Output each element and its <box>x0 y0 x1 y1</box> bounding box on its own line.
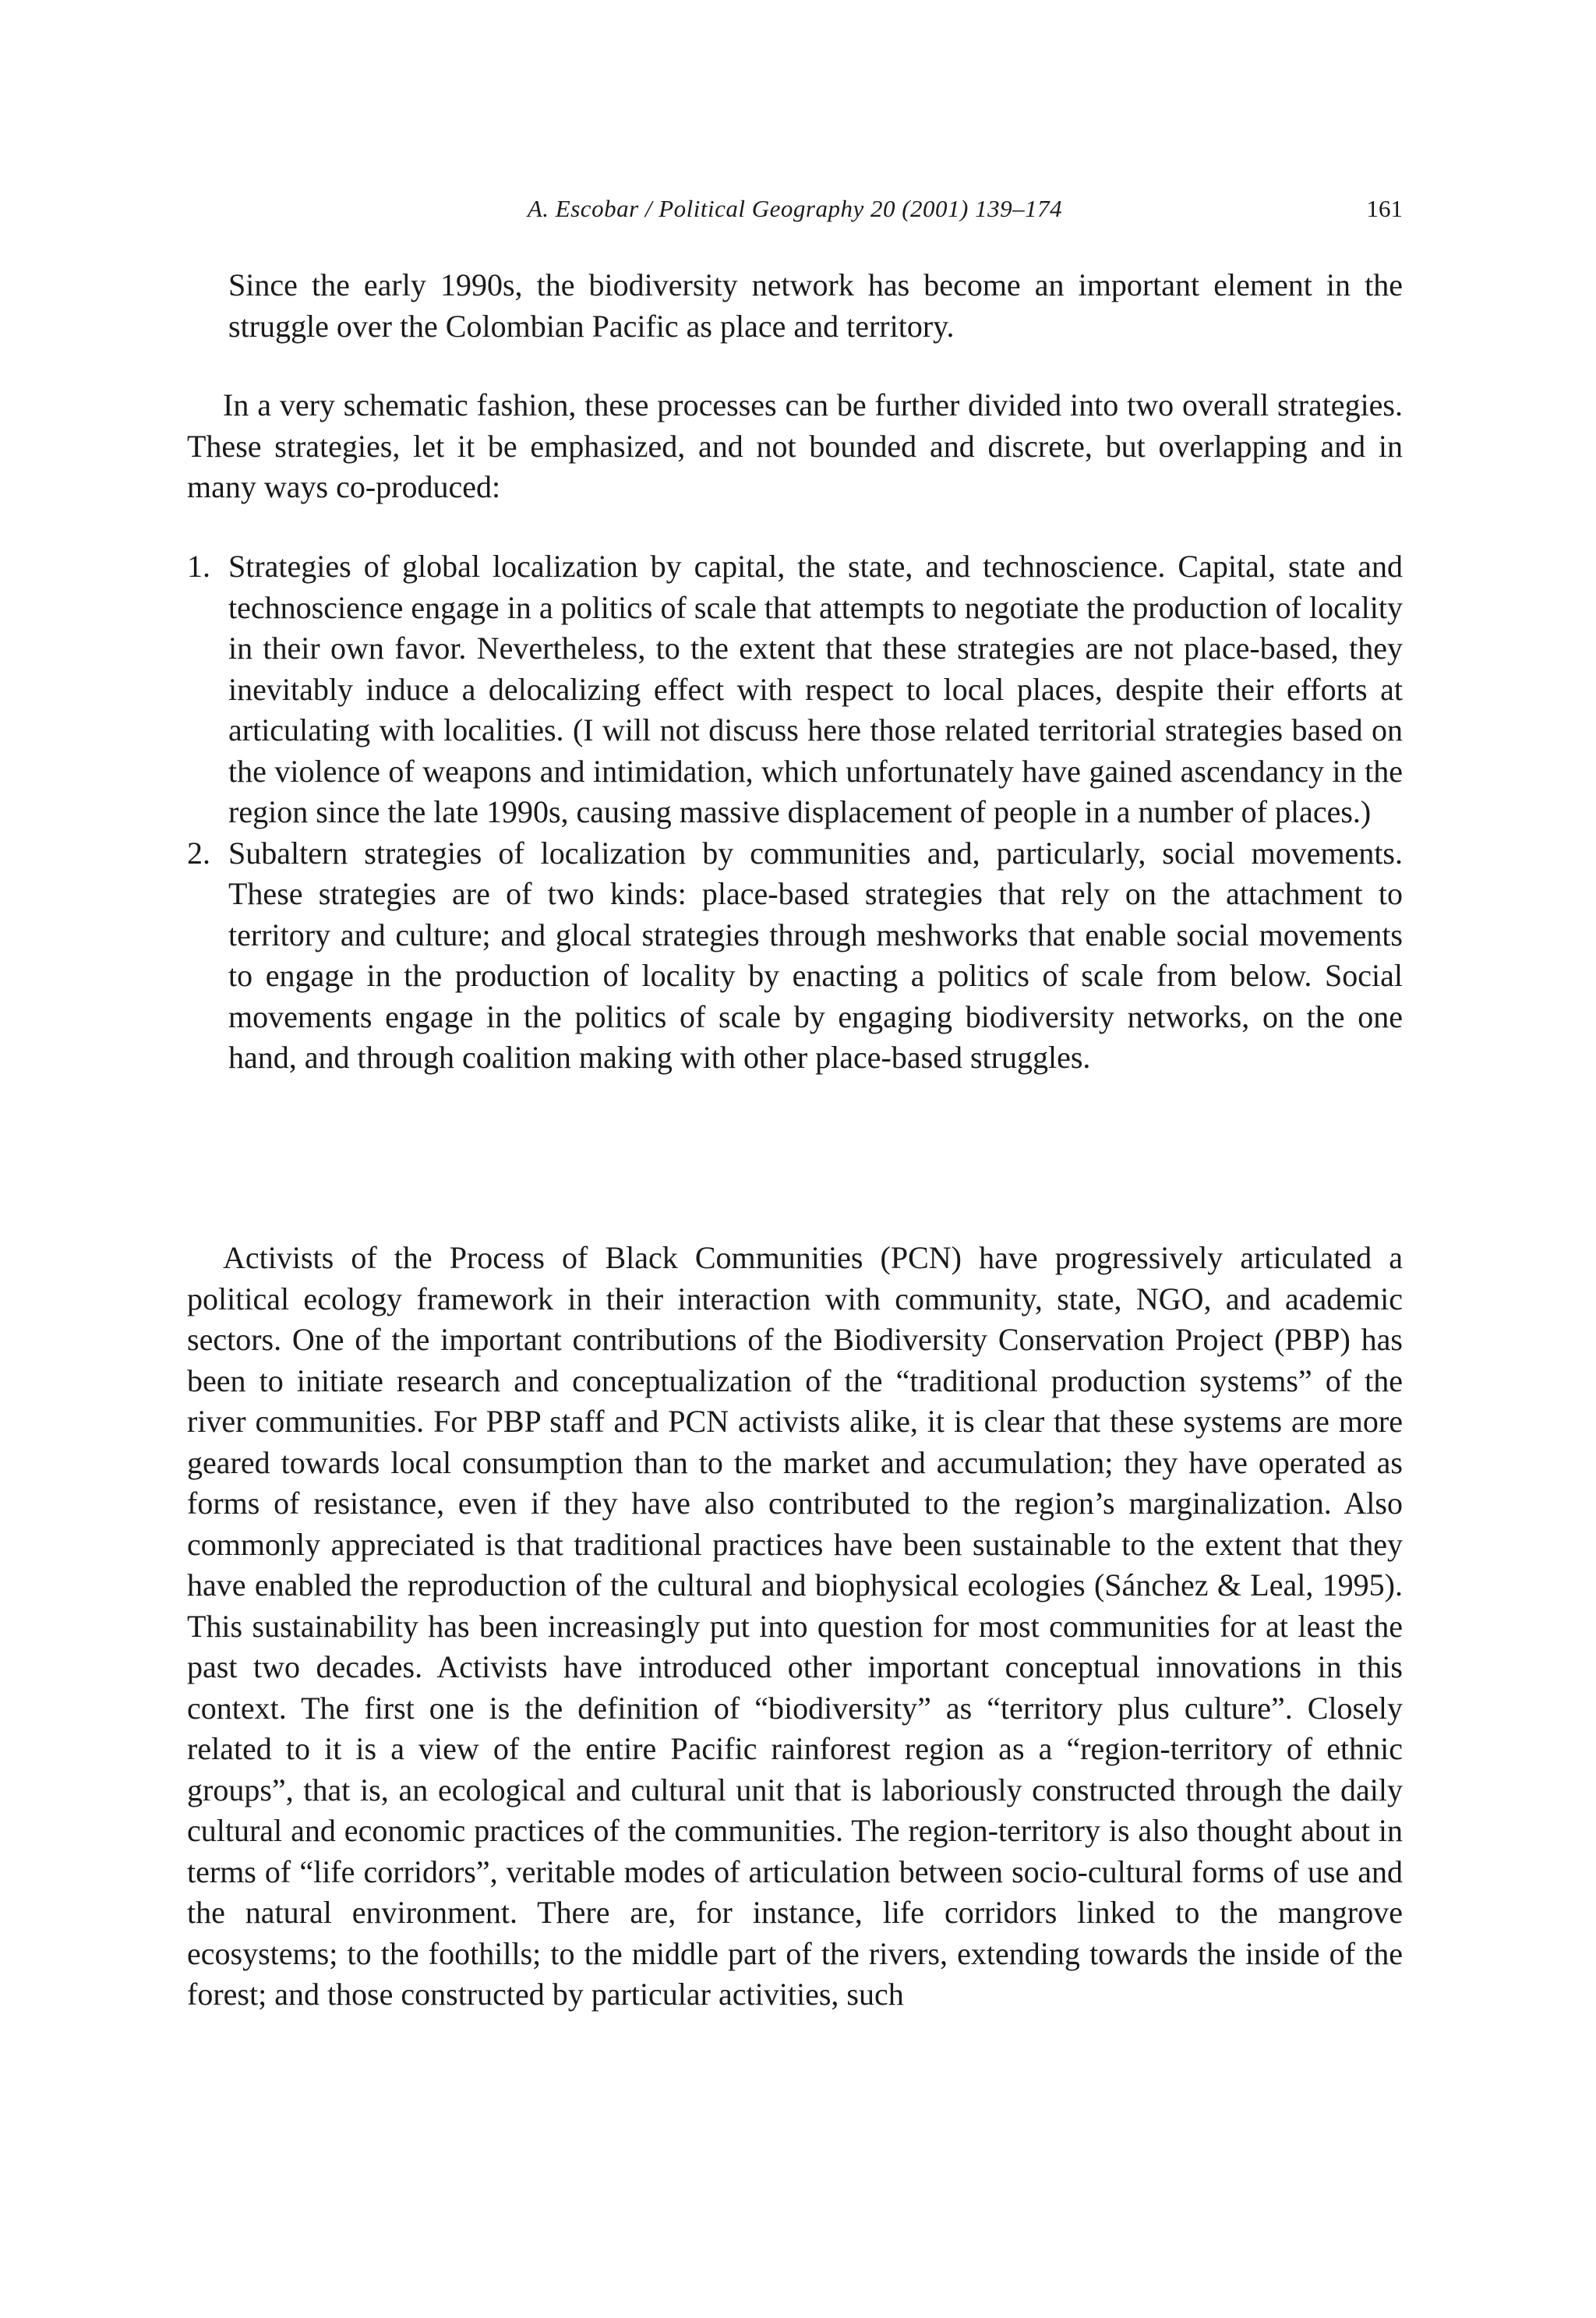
list-item-text: Subaltern strategies of localization by communities and, particularly, social movements. These strategies are of two kinds: place-based strategies that rely on the attachment to territory and culture; and glocal strategies through meshworks that enable social movements to engage in the production of locality by enacting a politics of scale from below. Social movements engage in the politics of scale by engaging biodiversity networks, on the one hand, and through coalition making with other place-based struggles. <box>228 835 1403 1075</box>
paragraph: Activists of the Process of Black Communities (PCN) have progressively articulated a political ecology framework in their interaction with community, state, NGO, and academic sectors. One of the important contributions of the Biodiversity Conservation Project (PBP) has been to initiate research and conceptualization of the “traditional production systems” of the river communities. For PBP staff and PCN activists alike, it is clear that these systems are more geared towards local consumption than to the market and accumulation; they have operated as forms of resistance, even if they have also contributed to the region’s marginalization. Also commonly appreciated is that traditional practices have been sustainable to the extent that they have enabled the reproduction of the cultural and biophysical ecologies (Sánchez & Leal, 1995). This sustainability has been increasingly put into question for most communities for at least the past two decades. Activists have introduced other important conceptual innovations in this context. The first one is the definition of “biodiversity” as “territory plus culture”. Closely related to it is a view of the entire Pacific rainforest region as a “region-territory of ethnic groups”, that is, an ecological and cultural unit that is laboriously constructed through the daily cultural and economic practices of the communities. The region-territory is also thought about in terms of “life corridors”, veritable modes of articulation between socio-cultural forms of use and the natural environment. There are, for instance, life corridors linked to the mangrove ecosystems; to the foothills; to the middle part of the rivers, extending towards the inside of the forest; and those constructed by particular activities, such <box>187 1240 1403 2012</box>
list-number: 2. <box>187 835 210 871</box>
list-item <box>187 833 1403 1079</box>
running-header <box>187 192 1403 226</box>
page-number: 161 <box>1366 195 1403 222</box>
list-item <box>187 546 1403 833</box>
numbered-list <box>187 546 1403 1079</box>
list-item-text: Strategies of global localization by capital, the state, and technoscience. Capital, state and technoscience engage in a politics of scale that attempts to negotiate the production of locality in their own favor. Nevertheless, to the extent that these strategies are not place-based, they inevitably induce a delocalizing effect with respect to local places, despite their efforts at articulating with localities. (I will not discuss here those related territorial strategies based on the violence of weapons and intimidation, which unfortunately have gained ascendancy in the region since the late 1990s, causing massive displacement of people in a number of places.) <box>228 549 1403 829</box>
list-number: 1. <box>187 549 210 584</box>
block-quote: Since the early 1990s, the biodiversity network has become an important element in the struggle over the Colombian Pacific as place and territory. <box>228 267 1403 344</box>
journal-citation: A. Escobar / Political Geography 20 (2001) 139–174 <box>527 195 1063 222</box>
paragraph: In a very schematic fashion, these processes can be further divided into two overall strategies. These strategies, let it be emphasized, and not bounded and discrete, but overlapping and in many ways co-produced: <box>187 387 1403 504</box>
